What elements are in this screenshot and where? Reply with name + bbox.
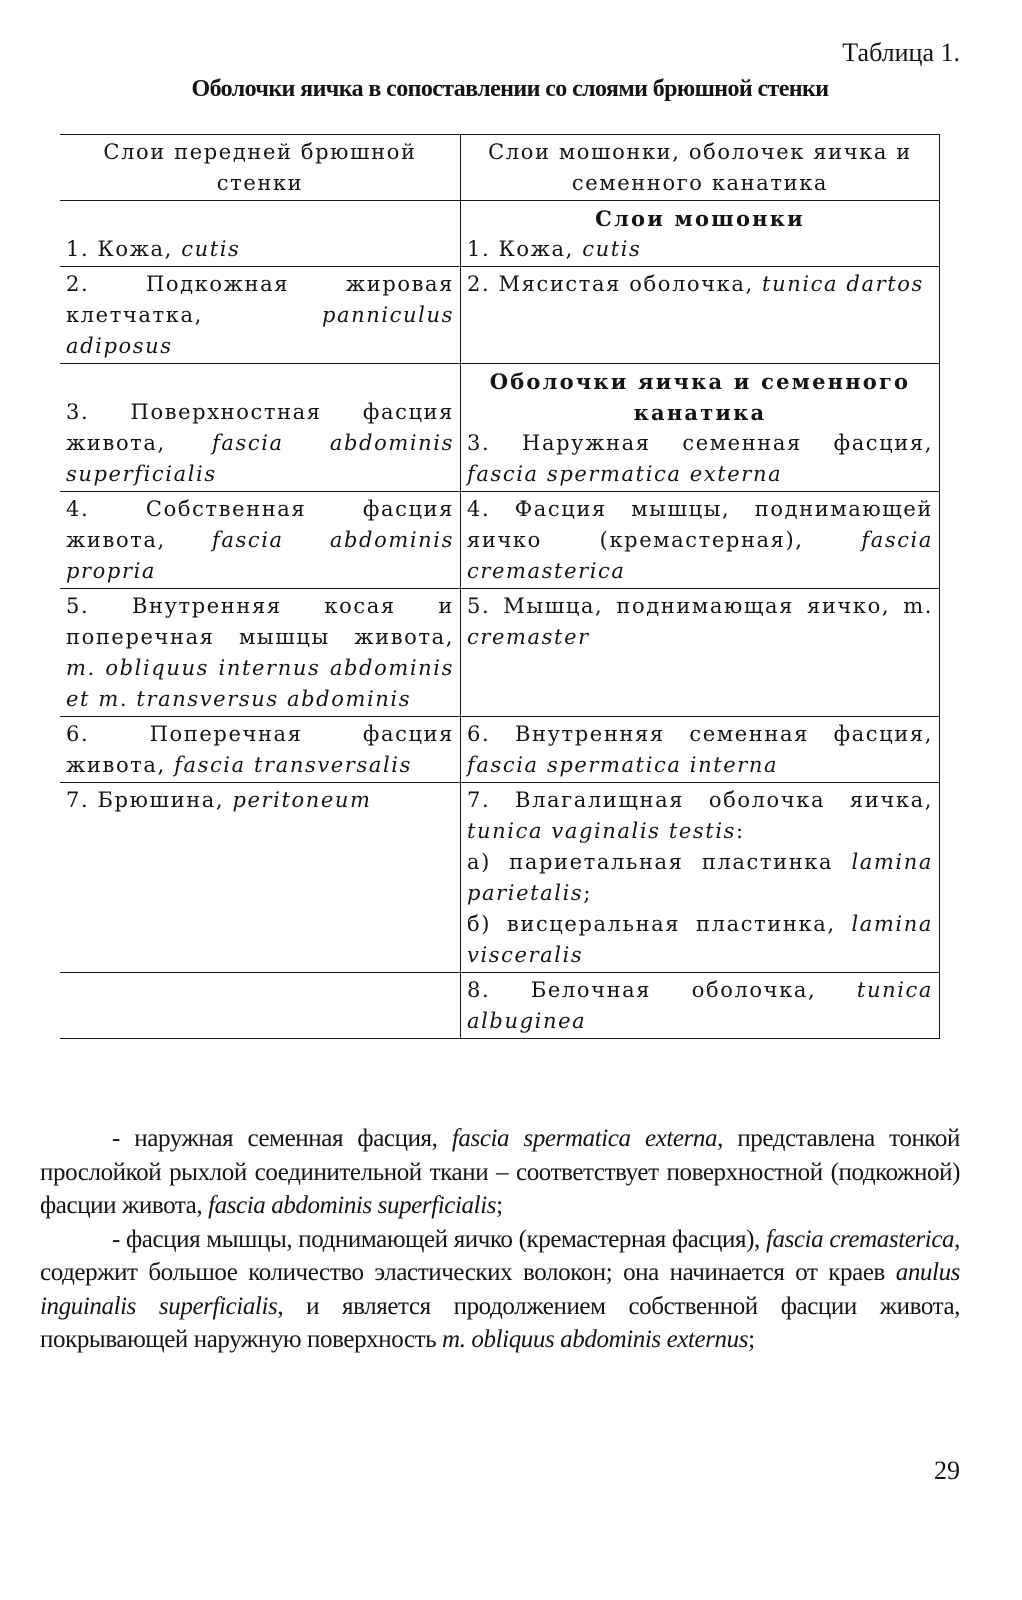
row-3-right-latin: fascia spermatica externa [467, 462, 783, 486]
table-row [60, 267, 940, 364]
row-8-right [461, 973, 940, 1039]
row-3-left [60, 364, 461, 492]
row-7-sub-a-text: а) париетальная пластинка [467, 850, 852, 874]
p2-latin-3: m. obliquus abdominis externus [442, 1326, 749, 1353]
p1-latin-1: fascia spermatica externa [451, 1125, 718, 1152]
row-8-left-empty [60, 973, 461, 1039]
row-5-left-text: 5. Внутренняя косая и поперечная мышцы живота, [66, 594, 454, 649]
row-3-left-latin: fascia abdominis superficialis [66, 431, 454, 486]
row-6-right [461, 717, 940, 783]
row-7-sub-b-latin: lamina visceralis [467, 912, 933, 967]
row-7-right-colon: : [736, 819, 745, 843]
row-6-right-text: 6. Внутренняя семенная фасция, [467, 722, 933, 746]
row-5-left [60, 589, 461, 717]
row-4-left-text: 4. Собственная фасция живота, [66, 497, 454, 552]
row-2-left-text: 2. Подкожная жировая клетчатка, [66, 272, 454, 327]
p1-text-3: ; [496, 1192, 503, 1219]
row-5-right-latin: cremaster [467, 625, 590, 649]
row-4-left-latin: fascia abdominis propria [66, 528, 454, 583]
row-6-right-latin: fascia spermatica interna [467, 753, 779, 777]
p2-text-1: - фасция мышцы, поднимающей яичко (кремастерная фасция), [112, 1225, 766, 1253]
row-7-sub-a-tail: ; [583, 881, 593, 905]
p1-text-2: , представлена тонкой прослойкой рыхлой соединительной ткани – соответствует поверхностной (подкожной) фасции живота, [40, 1125, 961, 1219]
row-1-left [60, 201, 461, 267]
row-2-right-latin: tunica dartos [762, 272, 924, 296]
row-8-right-latin: tunica albuginea [467, 978, 933, 1033]
p2-latin-1: fascia cremasterica [765, 1225, 955, 1253]
row-7-left-latin: peritoneum [232, 788, 372, 812]
row-3-left-text: 3. Поверхностная фасция живота, [66, 400, 454, 455]
p2-text-2: , содержит большое количество эластических волокон; она начинается от краев [40, 1225, 960, 1286]
row-4-right-latin: fascia cremasterica [467, 528, 933, 583]
row-8-right-text: 8. Белочная оболочка, [467, 978, 857, 1002]
row-7-sub-b-text: б) висцеральная пластинка, [467, 912, 852, 936]
header-left: Слои передней брюшной стенки [60, 135, 461, 201]
paragraph-2 [40, 1223, 960, 1357]
table-row [60, 783, 940, 973]
row-6-left-latin: fascia transversalis [174, 753, 412, 777]
row-1-right [461, 201, 940, 267]
row-1-left-latin: cutis [181, 237, 241, 261]
row-4-right [461, 492, 940, 589]
row-4-right-text: 4. Фасция мышцы, поднимающей яичко (кремастерная), [467, 497, 933, 552]
row-1-left-text: 1. Кожа, [66, 237, 182, 261]
row-5-right-text: 5. Мышца, поднимающая яичко, m. [467, 594, 933, 618]
table-row [60, 492, 940, 589]
row-7-left-text: 7. Брюшина, [66, 788, 233, 812]
row-7-left [60, 783, 461, 973]
table-title: Оболочки яичка в сопоставлении со слоями брюшной стенки [191, 76, 829, 102]
p2-text-4: ; [748, 1326, 755, 1353]
page-number: 29 [934, 1456, 960, 1485]
paragraph-1 [40, 1122, 960, 1223]
table-row [60, 973, 940, 1039]
row-2-left-latin: panniculus adiposus [66, 303, 454, 358]
row-1-right-text: 1. Кожа, [467, 237, 583, 261]
row-7-sub-a-latin: lamina parietalis [467, 850, 933, 905]
p2-text-3: , и является продолжением собственной фасции живота, покрывающей наружную поверхность [40, 1292, 960, 1353]
p1-text-1: - наружная семенная фасция, [112, 1125, 452, 1152]
row-2-right [461, 267, 940, 364]
row-5-right [461, 589, 940, 717]
row-7-right-latin: tunica vaginalis testis [467, 819, 737, 843]
p2-latin-2: anulus inguinalis superficialis [40, 1259, 960, 1320]
row-4-left [60, 492, 461, 589]
row-3-right [461, 364, 940, 492]
header-right: Слои мошонки, оболочек яичка и семенного канатика [461, 135, 940, 201]
body-text [40, 1122, 960, 1357]
table-row [60, 589, 940, 717]
table-header-row [60, 135, 940, 201]
row-2-left [60, 267, 461, 364]
row-7-right [461, 783, 940, 973]
table-caption: Таблица 1. [842, 38, 960, 67]
table-row [60, 201, 940, 267]
row-6-left-text: 6. Поперечная фасция живота, [66, 722, 454, 777]
row-5-left-latin: m. obliquus internus abdominis et m. transversus abdominis [66, 656, 454, 711]
section-scrotum-heading: Слои мошонки [595, 206, 805, 231]
row-2-right-text: 2. Мясистая оболочка, [467, 272, 763, 296]
section-coverings-heading: Оболочки яичка и семенного канатика [489, 369, 911, 425]
row-1-right-latin: cutis [582, 237, 642, 261]
table-row [60, 364, 940, 492]
table-row [60, 717, 940, 783]
row-7-right-text: 7. Влагалищная оболочка яичка, [467, 788, 933, 812]
p1-latin-2: fascia abdominis superficialis [208, 1192, 497, 1219]
row-3-right-text: 3. Наружная семенная фасция, [467, 431, 933, 455]
comparison-table [60, 134, 940, 1039]
row-6-left [60, 717, 461, 783]
